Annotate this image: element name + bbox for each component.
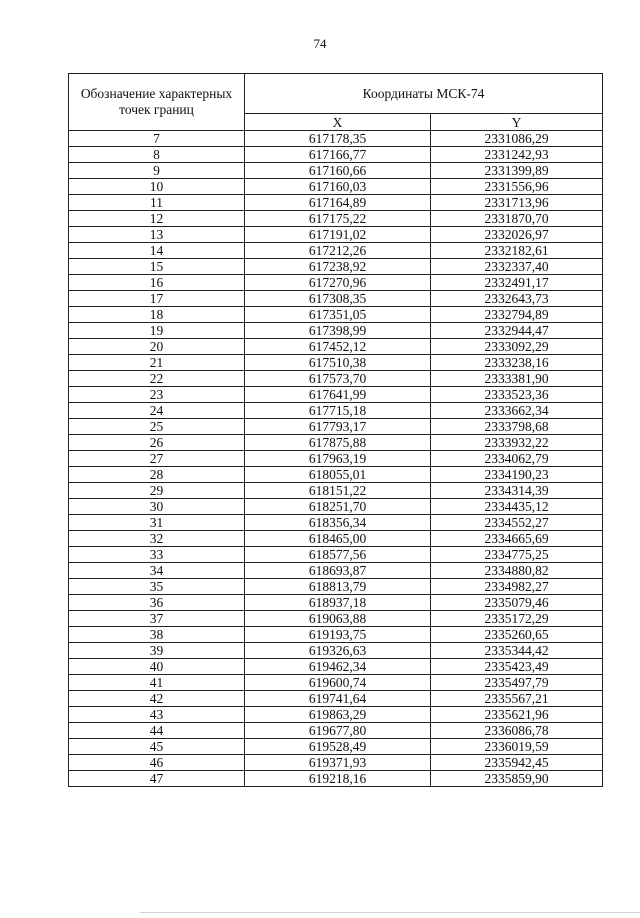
y-cell: 2334775,25 [431, 547, 603, 563]
point-cell: 25 [69, 419, 245, 435]
table-row [69, 339, 603, 355]
x-cell: 617452,12 [245, 339, 431, 355]
table-row [69, 755, 603, 771]
table-row [69, 131, 603, 147]
y-cell: 2335859,90 [431, 771, 603, 787]
point-cell: 44 [69, 723, 245, 739]
x-cell: 618251,70 [245, 499, 431, 515]
x-cell: 618465,00 [245, 531, 431, 547]
x-cell: 617793,17 [245, 419, 431, 435]
table-row [69, 419, 603, 435]
x-cell: 618356,34 [245, 515, 431, 531]
table-row [69, 403, 603, 419]
x-cell: 617212,26 [245, 243, 431, 259]
table-row [69, 499, 603, 515]
x-cell: 619863,29 [245, 707, 431, 723]
y-cell: 2332337,40 [431, 259, 603, 275]
point-cell: 11 [69, 195, 245, 211]
point-cell: 13 [69, 227, 245, 243]
y-cell: 2333523,36 [431, 387, 603, 403]
y-cell: 2336086,78 [431, 723, 603, 739]
x-cell: 618937,18 [245, 595, 431, 611]
header-point-designation: Обозначение характерных точек границ [69, 74, 245, 131]
table-row [69, 451, 603, 467]
y-cell: 2331556,96 [431, 179, 603, 195]
y-cell: 2334062,79 [431, 451, 603, 467]
point-cell: 14 [69, 243, 245, 259]
table-row [69, 627, 603, 643]
x-cell: 619218,16 [245, 771, 431, 787]
y-cell: 2335621,96 [431, 707, 603, 723]
table-row [69, 563, 603, 579]
point-cell: 38 [69, 627, 245, 643]
y-cell: 2334665,69 [431, 531, 603, 547]
table-row [69, 371, 603, 387]
table-row [69, 723, 603, 739]
x-cell: 617175,22 [245, 211, 431, 227]
page-number: 74 [313, 36, 327, 51]
point-cell: 12 [69, 211, 245, 227]
y-cell: 2332026,97 [431, 227, 603, 243]
table-row [69, 531, 603, 547]
y-cell: 2335260,65 [431, 627, 603, 643]
table-row [69, 643, 603, 659]
coordinates-table [68, 73, 603, 787]
table-row [69, 227, 603, 243]
table-row [69, 211, 603, 227]
table-body [69, 131, 603, 787]
point-cell: 45 [69, 739, 245, 755]
x-cell: 617875,88 [245, 435, 431, 451]
y-cell: 2335079,46 [431, 595, 603, 611]
point-cell: 20 [69, 339, 245, 355]
x-cell: 617160,66 [245, 163, 431, 179]
x-cell: 618577,56 [245, 547, 431, 563]
y-cell: 2335423,49 [431, 659, 603, 675]
point-cell: 17 [69, 291, 245, 307]
x-cell: 618055,01 [245, 467, 431, 483]
x-cell: 617164,89 [245, 195, 431, 211]
header-x: X [245, 114, 431, 131]
x-cell: 617510,38 [245, 355, 431, 371]
table-row [69, 675, 603, 691]
table-row [69, 579, 603, 595]
x-cell: 619600,74 [245, 675, 431, 691]
point-cell: 36 [69, 595, 245, 611]
header-y: Y [431, 114, 603, 131]
y-cell: 2335567,21 [431, 691, 603, 707]
point-cell: 35 [69, 579, 245, 595]
point-cell: 8 [69, 147, 245, 163]
y-cell: 2334314,39 [431, 483, 603, 499]
point-cell: 29 [69, 483, 245, 499]
x-cell: 619326,63 [245, 643, 431, 659]
table-row [69, 243, 603, 259]
table-row [69, 307, 603, 323]
point-cell: 23 [69, 387, 245, 403]
y-cell: 2336019,59 [431, 739, 603, 755]
x-cell: 617573,70 [245, 371, 431, 387]
y-cell: 2334982,27 [431, 579, 603, 595]
y-cell: 2331713,96 [431, 195, 603, 211]
x-cell: 619371,93 [245, 755, 431, 771]
x-cell: 617178,35 [245, 131, 431, 147]
y-cell: 2333798,68 [431, 419, 603, 435]
table-row [69, 611, 603, 627]
point-cell: 41 [69, 675, 245, 691]
x-cell: 619528,49 [245, 739, 431, 755]
header-coordinates-group: Координаты МСК-74 [245, 74, 603, 114]
point-cell: 43 [69, 707, 245, 723]
x-cell: 618151,22 [245, 483, 431, 499]
y-cell: 2332944,47 [431, 323, 603, 339]
y-cell: 2335172,29 [431, 611, 603, 627]
x-cell: 617351,05 [245, 307, 431, 323]
y-cell: 2334552,27 [431, 515, 603, 531]
y-cell: 2333092,29 [431, 339, 603, 355]
x-cell: 619063,88 [245, 611, 431, 627]
x-cell: 617238,92 [245, 259, 431, 275]
table-row [69, 707, 603, 723]
y-cell: 2335942,45 [431, 755, 603, 771]
x-cell: 617398,99 [245, 323, 431, 339]
y-cell: 2331399,89 [431, 163, 603, 179]
page-edge-line [140, 912, 640, 913]
y-cell: 2334435,12 [431, 499, 603, 515]
table-row [69, 179, 603, 195]
x-cell: 617191,02 [245, 227, 431, 243]
table-row [69, 387, 603, 403]
point-cell: 28 [69, 467, 245, 483]
point-cell: 26 [69, 435, 245, 451]
y-cell: 2334190,23 [431, 467, 603, 483]
table-row [69, 659, 603, 675]
y-cell: 2335344,42 [431, 643, 603, 659]
table-row [69, 435, 603, 451]
y-cell: 2332794,89 [431, 307, 603, 323]
x-cell: 617641,99 [245, 387, 431, 403]
point-cell: 30 [69, 499, 245, 515]
table-row [69, 163, 603, 179]
point-cell: 46 [69, 755, 245, 771]
x-cell: 617160,03 [245, 179, 431, 195]
y-cell: 2332643,73 [431, 291, 603, 307]
point-cell: 21 [69, 355, 245, 371]
point-cell: 39 [69, 643, 245, 659]
table-row [69, 467, 603, 483]
x-cell: 619741,64 [245, 691, 431, 707]
table-row [69, 291, 603, 307]
point-cell: 18 [69, 307, 245, 323]
table-row [69, 771, 603, 787]
point-cell: 37 [69, 611, 245, 627]
table-row [69, 547, 603, 563]
table-row [69, 483, 603, 499]
y-cell: 2335497,79 [431, 675, 603, 691]
table-row [69, 275, 603, 291]
x-cell: 619462,34 [245, 659, 431, 675]
point-cell: 19 [69, 323, 245, 339]
x-cell: 618693,87 [245, 563, 431, 579]
y-cell: 2332182,61 [431, 243, 603, 259]
point-cell: 40 [69, 659, 245, 675]
y-cell: 2333932,22 [431, 435, 603, 451]
x-cell: 619193,75 [245, 627, 431, 643]
table-row [69, 323, 603, 339]
y-cell: 2334880,82 [431, 563, 603, 579]
point-cell: 32 [69, 531, 245, 547]
x-cell: 617308,35 [245, 291, 431, 307]
table-row [69, 691, 603, 707]
table-row [69, 259, 603, 275]
point-cell: 15 [69, 259, 245, 275]
point-cell: 31 [69, 515, 245, 531]
point-cell: 42 [69, 691, 245, 707]
point-cell: 10 [69, 179, 245, 195]
point-cell: 7 [69, 131, 245, 147]
point-cell: 9 [69, 163, 245, 179]
table-row [69, 739, 603, 755]
point-cell: 22 [69, 371, 245, 387]
y-cell: 2333662,34 [431, 403, 603, 419]
x-cell: 617963,19 [245, 451, 431, 467]
x-cell: 617270,96 [245, 275, 431, 291]
table-row [69, 147, 603, 163]
y-cell: 2333238,16 [431, 355, 603, 371]
table-row [69, 195, 603, 211]
y-cell: 2331870,70 [431, 211, 603, 227]
x-cell: 617166,77 [245, 147, 431, 163]
table-row [69, 595, 603, 611]
table-row [69, 515, 603, 531]
y-cell: 2333381,90 [431, 371, 603, 387]
point-cell: 24 [69, 403, 245, 419]
y-cell: 2331242,93 [431, 147, 603, 163]
x-cell: 618813,79 [245, 579, 431, 595]
point-cell: 47 [69, 771, 245, 787]
table-row [69, 355, 603, 371]
point-cell: 34 [69, 563, 245, 579]
y-cell: 2331086,29 [431, 131, 603, 147]
y-cell: 2332491,17 [431, 275, 603, 291]
point-cell: 16 [69, 275, 245, 291]
x-cell: 617715,18 [245, 403, 431, 419]
point-cell: 27 [69, 451, 245, 467]
point-cell: 33 [69, 547, 245, 563]
x-cell: 619677,80 [245, 723, 431, 739]
